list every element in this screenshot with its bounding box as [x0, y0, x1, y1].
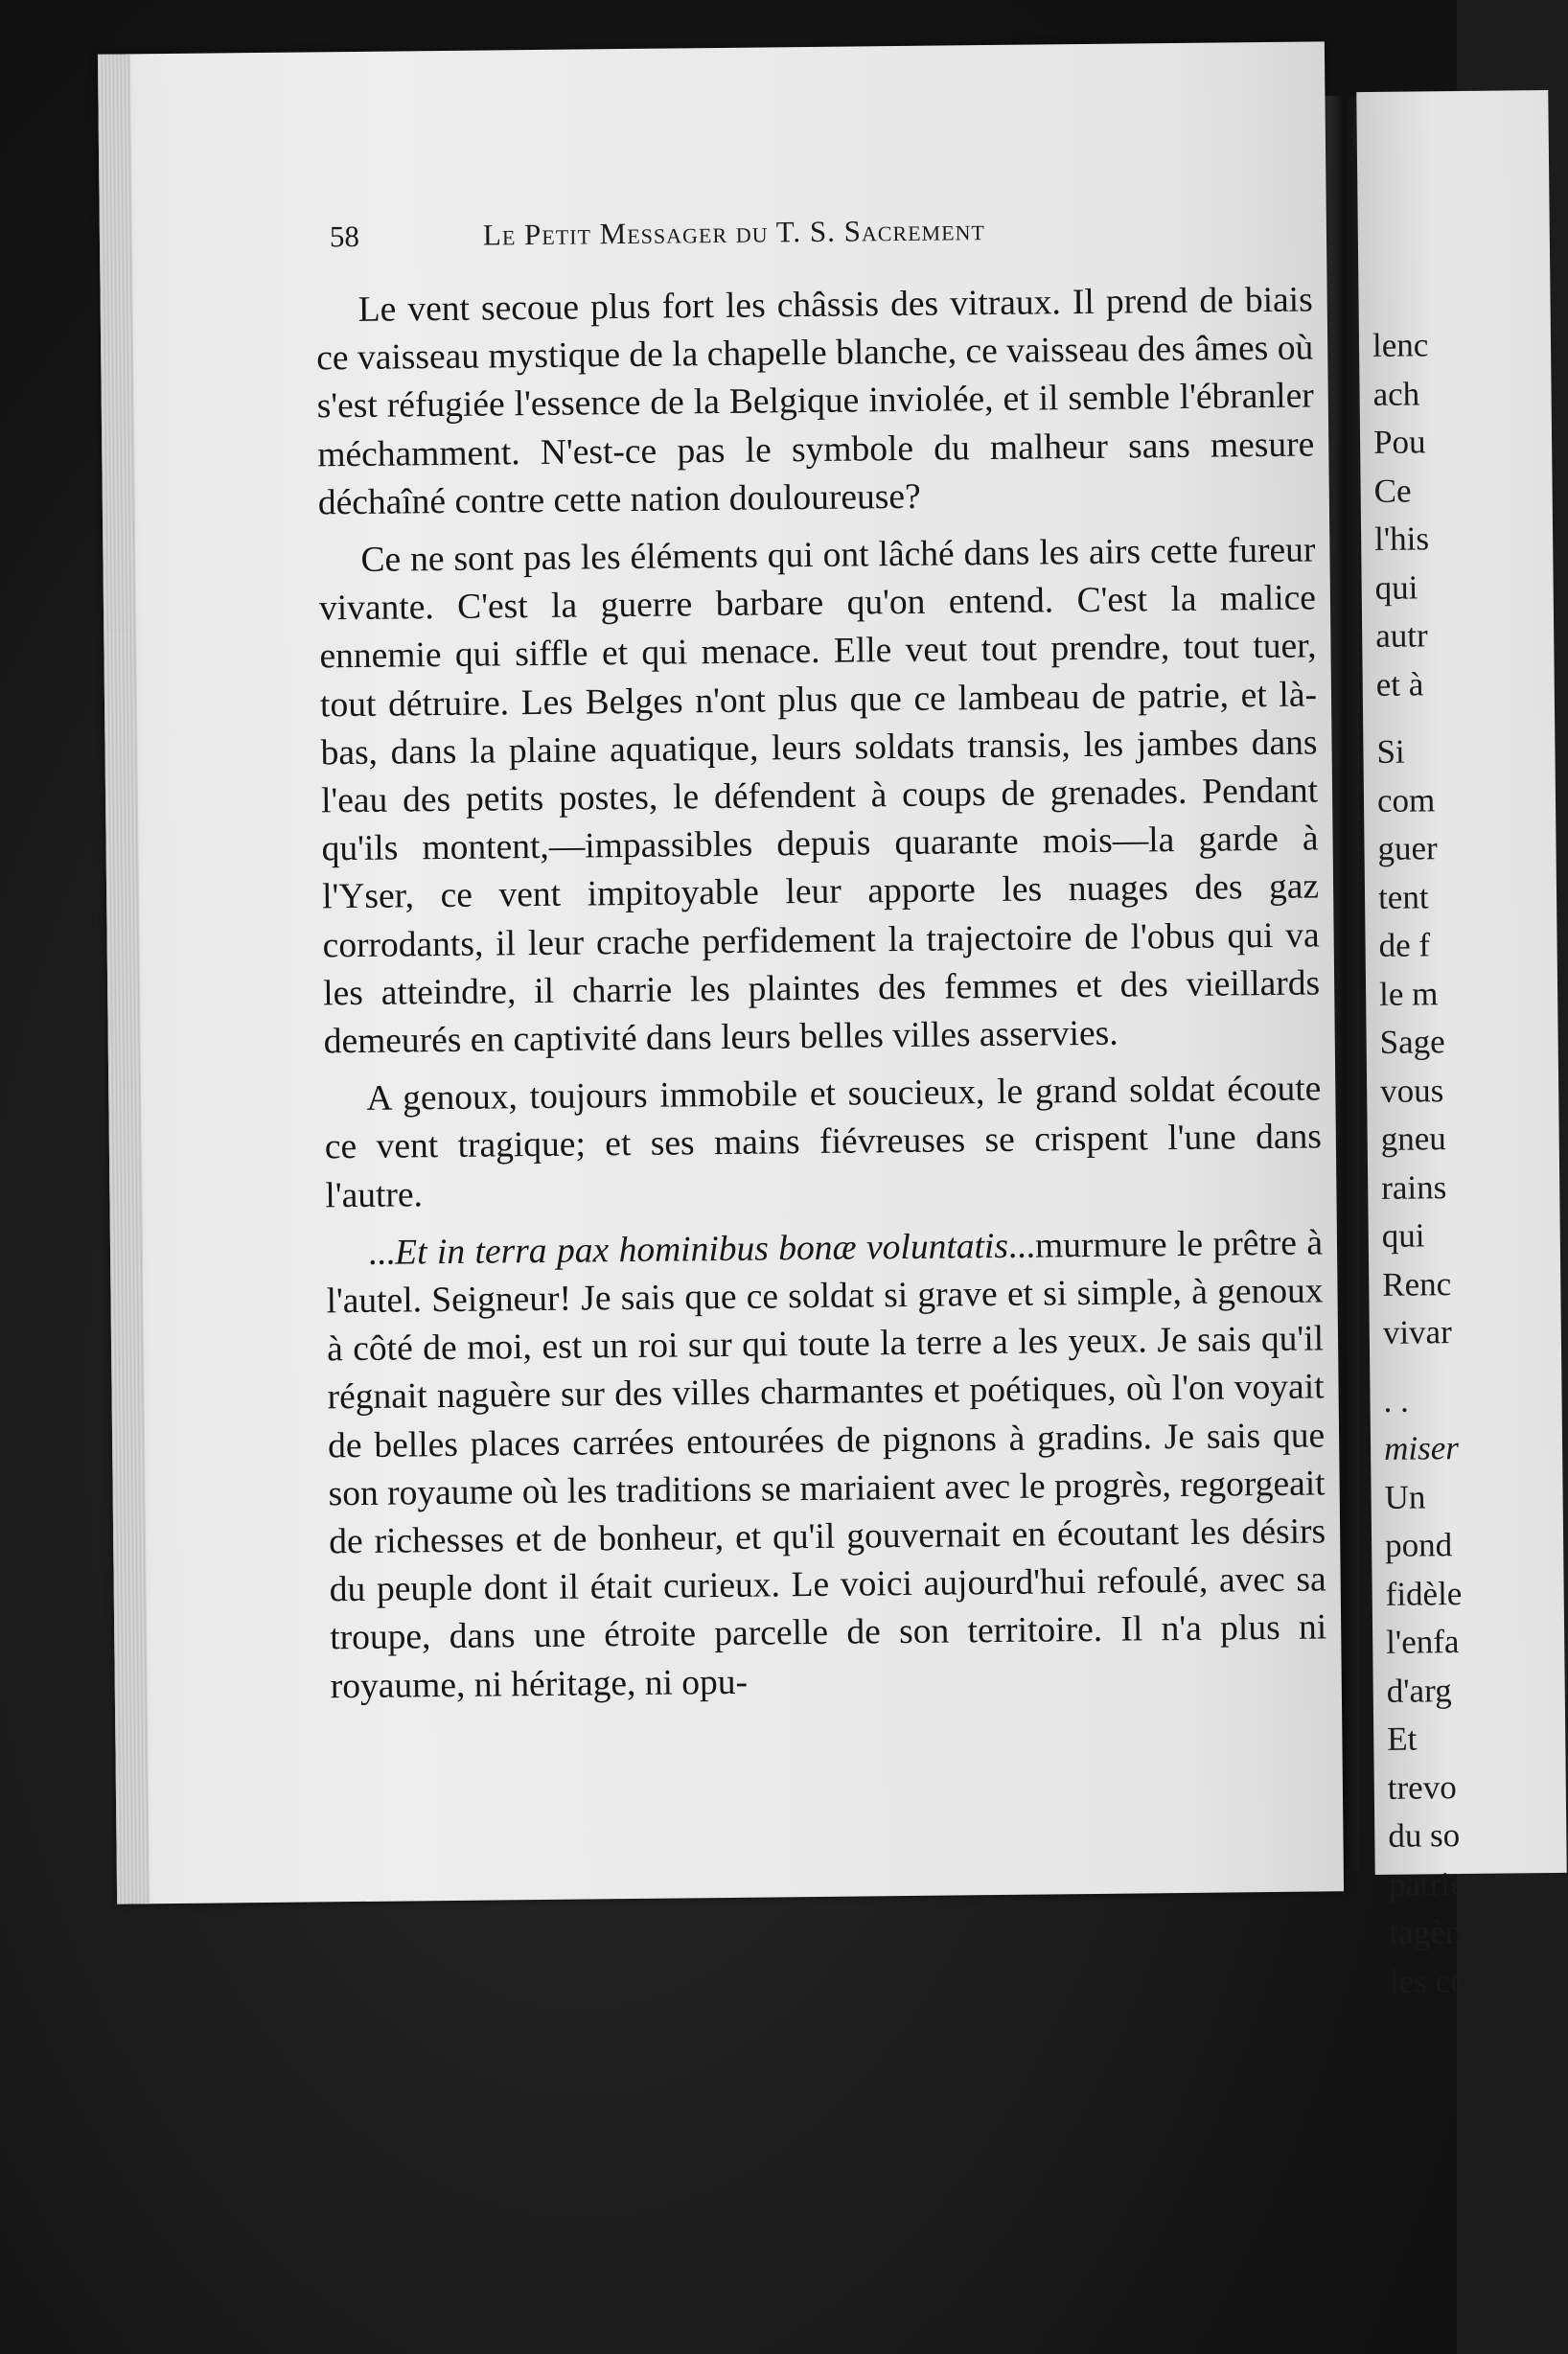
body-text: [315, 276, 1327, 1720]
book-page: [98, 41, 1344, 1904]
facing-line: l'his: [1373, 519, 1430, 558]
facing-line: Sage: [1379, 1023, 1445, 1061]
facing-page: [1356, 90, 1566, 2000]
facing-line: Si: [1376, 732, 1405, 771]
page-number: 58: [329, 219, 360, 254]
paragraph: Ce ne sont pas les éléments qui ont lâché dans les airs cette fureur vivante. C'est la guerre barbare qu'on entend. C'est la malice ennemie qui siffle et qui menace. Elle veut tout prendre, tout tuer, tout détruire. Les Belges n'ont plus que ce lambeau de patrie, et là-bas, dans la plaine aquatique, leurs soldats transis, les jambes dans l'eau des petits postes, le défendent à coups de grenades. Pendant qu'ils montent,—impassibles depuis quarante mois—la garde à l'Yser, ce vent impitoyable leur apporte les nuages des gaz corrodants, il leur crache perfidement la trajectoire de l'obus qui va les atteindre, il charrie les plaintes des femmes et des vieillards demeurés en captivité dans leurs belles villes asservies.: [318, 530, 1321, 1062]
facing-line: le m: [1378, 974, 1439, 1013]
facing-line: tagèn: [1389, 1913, 1463, 1951]
facing-line: vivar: [1382, 1313, 1452, 1351]
facing-line: pond: [1384, 1526, 1453, 1564]
paragraph: A genoux, toujours immobile et soucieux, le grand soldat écoute ce vent tragique; et ses mains fiévreuses se crispent l'une dans l'autre.: [324, 1069, 1323, 1215]
facing-line: qui: [1374, 567, 1418, 607]
facing-line: rains: [1381, 1167, 1447, 1207]
facing-line: d'arg: [1386, 1671, 1452, 1710]
facing-line: qui: [1381, 1216, 1425, 1255]
facing-line: gneu: [1380, 1119, 1446, 1158]
facing-line: ach: [1372, 374, 1420, 413]
paragraph: Le vent secoue plus fort les châssis des vitraux. Il prend de biais ce vaisseau mystique de la chapelle blanche, ce vaisseau des âmes où s'est réfugiée l'essence de la Belgique inviolée, et il semble l'ébranler méchamment. N'est-ce pas le symbole du malheur sans mesure déchaîné contre cette nation douloureuse?: [316, 280, 1315, 523]
facing-line: lenc: [1372, 326, 1429, 364]
facing-page-text: [1372, 320, 1562, 2006]
facing-line: . .: [1383, 1381, 1410, 1419]
paragraph: ...Et in terra pax hominibus bonæ voluntatis...murmure le prêtre à l'autel. Seigneur! Je sais que ce soldat si grave et si simple, à genoux à côté de moi, est un roi sur qui toute la terre a les yeux. Je sais qu'il régnait naguère sur des villes charmantes et poétiques, où l'on voyait de belles places carrées entourées de pignons à gradins. Je sais que son royaume où les traditions se mariaient avec le progrès, regorgeait de richesses et de bonheur, et qu'il gouvernait en écoutant les désirs du peuple dont il était curieux. Le voici aujourd'hui refoulé, avec sa troupe, dans une étroite parcelle de son territoire. Il n'a plus ni royaume, ni héritage, ni opu-: [326, 1223, 1327, 1706]
facing-line: patrie: [1388, 1864, 1465, 1904]
facing-line: fidèle: [1385, 1574, 1463, 1613]
facing-line: de f: [1378, 926, 1431, 964]
facing-line: Renc: [1382, 1264, 1452, 1304]
facing-line: l'enfa: [1385, 1623, 1460, 1661]
facing-line: autr: [1375, 616, 1428, 655]
facing-line: Ce: [1373, 472, 1412, 510]
facing-line: com: [1376, 780, 1436, 819]
facing-line: guer: [1377, 829, 1438, 867]
page-header: [330, 210, 1307, 268]
facing-line: Et: [1387, 1719, 1418, 1758]
facing-line: du so: [1388, 1816, 1461, 1855]
running-head: Le Petit Messager du T. S. Sacrement: [482, 213, 986, 252]
facing-line: et à: [1375, 664, 1424, 704]
facing-line: trevo: [1387, 1767, 1457, 1807]
facing-line: tent: [1377, 877, 1429, 916]
facing-line: les co: [1389, 1961, 1467, 2000]
facing-line: Pou: [1372, 423, 1426, 461]
facing-line: vous: [1379, 1071, 1444, 1110]
facing-line: Un: [1384, 1477, 1426, 1516]
facing-line: miser: [1383, 1429, 1460, 1467]
